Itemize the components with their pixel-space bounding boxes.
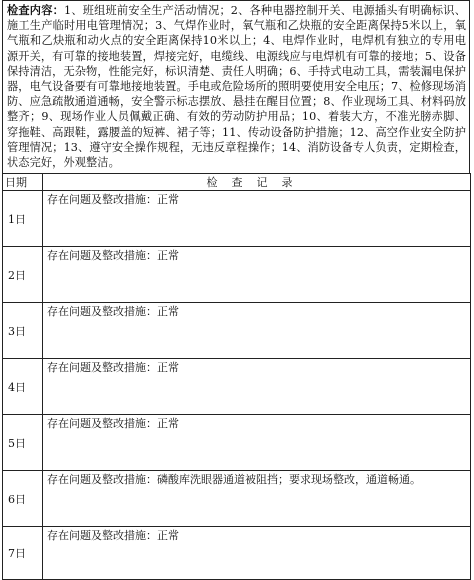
record-cell: 存在问题及整改措施：正常 xyxy=(43,247,471,303)
date-cell: 1日 xyxy=(3,191,43,247)
record-cell: 存在问题及整改措施：磷酸库洗眼器通道被阻挡；要求现场整改，通道畅通。 xyxy=(43,471,471,527)
table-row xyxy=(3,415,471,471)
table-row xyxy=(3,303,471,359)
table-row xyxy=(3,247,471,303)
inspection-content-label: 检查内容： xyxy=(7,3,64,17)
date-cell: 2日 xyxy=(3,247,43,303)
record-column-header: 检查记录 xyxy=(43,174,471,191)
date-column-header: 日期 xyxy=(3,174,43,191)
record-cell: 存在问题及整改措施：正常 xyxy=(43,359,471,415)
inspection-sheet xyxy=(2,0,472,573)
table-row xyxy=(3,471,471,527)
date-cell: 7日 xyxy=(3,527,43,580)
record-cell: 存在问题及整改措施：正常 xyxy=(43,527,471,580)
inspection-content xyxy=(2,0,470,174)
record-cell: 存在问题及整改措施：正常 xyxy=(43,191,471,247)
inspection-content-body: 1、班组班前安全生产活动情况；2、各种电器控制开关、电源插头有明确标识、施工生产临时用电管理情况；3、气焊作业时，氧气瓶和乙炔瓶的安全距离保持5米以上，氧气瓶和乙炔瓶和动火点的安全距离保持10米以上；4、电焊作业时，电焊机有独立的专用电源开关，有可靠的接地装置，焊接完好，电缆线、电源线应与电焊机有可靠的接地；5、设备保持清洁，无杂物，性能完好，标识清楚、责任人明确；6、手持式电动工具，需装漏电保护器，电气设备要有可靠地接地装置。手电或危险场所的照明要使用安全电压；7、检修现场消防、应急疏散通道通畅，安全警示标志摆放、悬挂在醒目位置；8、作业现场工具、材料码放整齐；9、现场作业人员佩戴正确、有效的劳动防护用品；10、着装大方，不准光膀赤脚、穿拖鞋、高跟鞋，露腰盖的短裤、裙子等；11、传动设备防护措施；12、高空作业安全防护管理情况；13、遵守安全操作规程，无违反章程操作；14、消防设备专人负责，定期检查，状态完好，外观整洁。 xyxy=(7,4,466,170)
table-row xyxy=(3,359,471,415)
table-row xyxy=(3,191,471,247)
table-row xyxy=(3,527,471,580)
date-cell: 4日 xyxy=(3,359,43,415)
record-cell: 存在问题及整改措施：正常 xyxy=(43,415,471,471)
date-cell: 3日 xyxy=(3,303,43,359)
record-cell: 存在问题及整改措施：正常 xyxy=(43,303,471,359)
date-cell: 5日 xyxy=(3,415,43,471)
date-cell: 6日 xyxy=(3,471,43,527)
inspection-log-table xyxy=(2,173,471,580)
table-header-row xyxy=(3,174,471,191)
